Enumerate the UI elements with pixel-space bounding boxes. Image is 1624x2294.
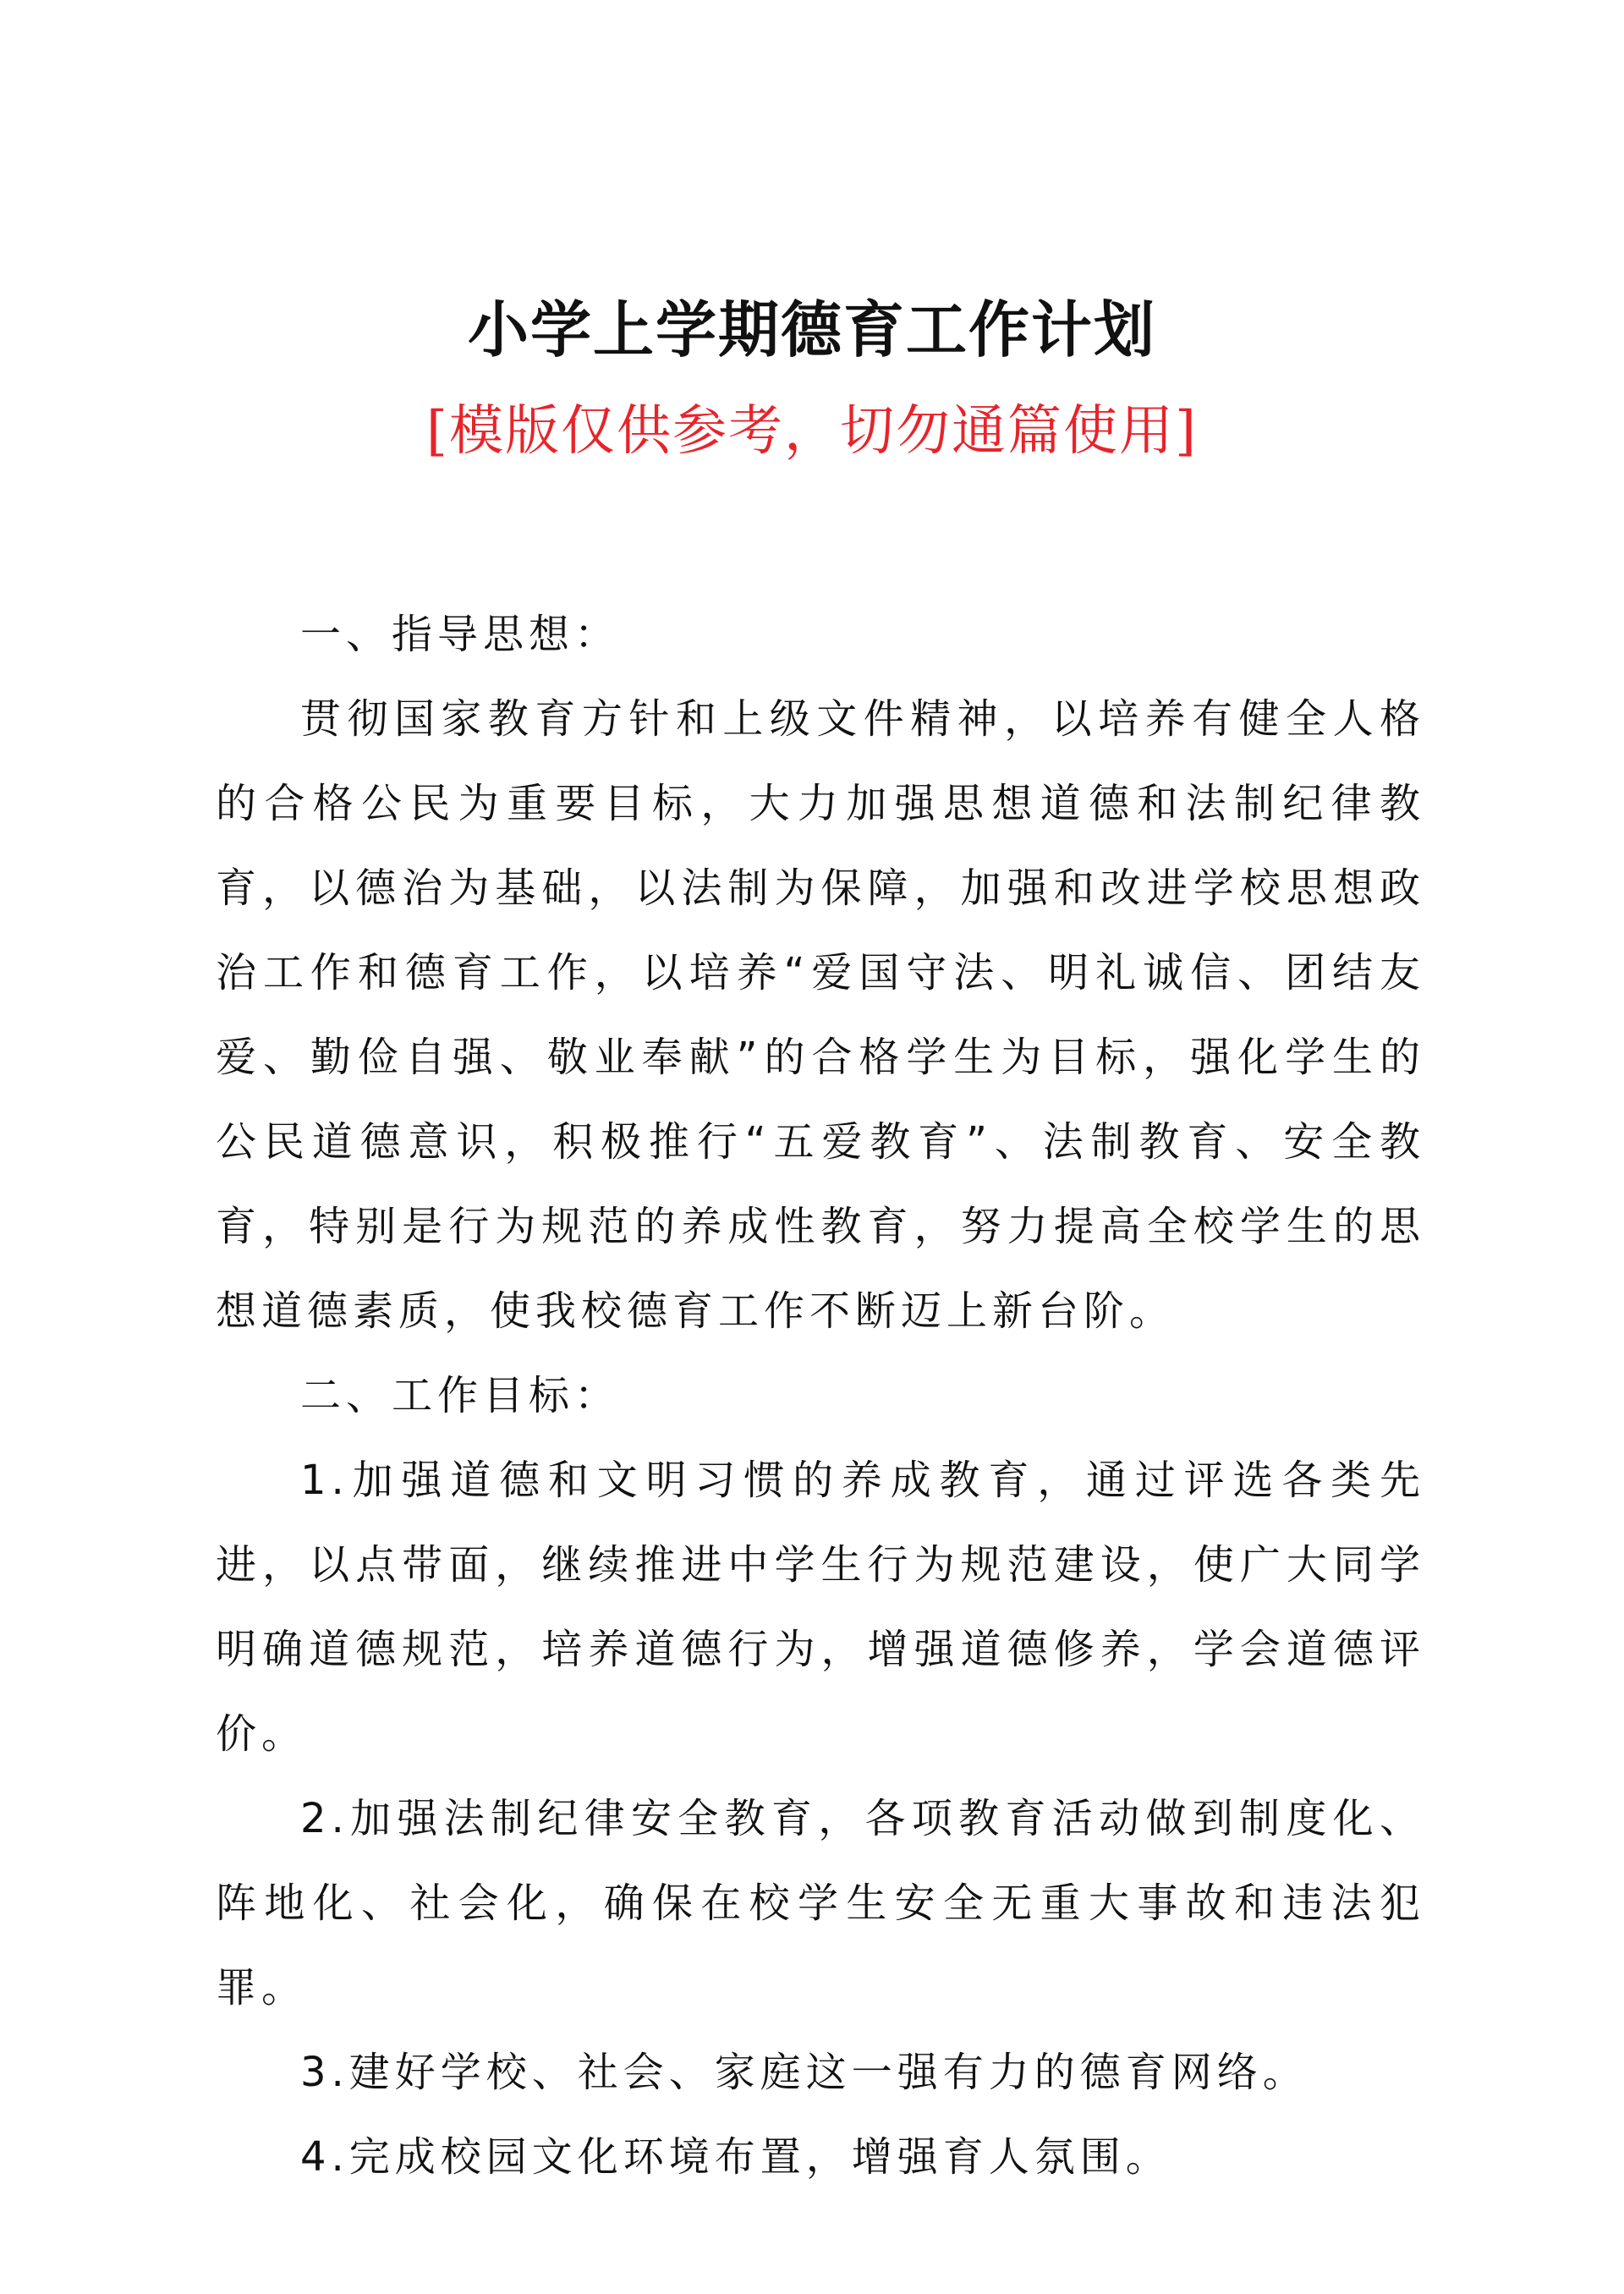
section-heading-work-goals: 二、工作目标： [300,1372,621,1419]
paragraph-goal-1: 1.加强道德和文明习惯的养成教育，通过评选各类先进，以点带面，继续推进中学生行为规范建设，使广大同学明确道德规范，培养道德行为，增强道德修养，学会道德评价。 [216,1457,1425,1758]
template-notice: [模版仅供参考，切勿通篇使用] [426,400,1198,463]
paragraph-goal-2: 2.加强法制纪律安全教育，各项教育活动做到制度化、阵地化、社会化，确保在校学生安全无重大事故和违法犯罪。 [216,1795,1425,2011]
paragraph-guiding-ideology: 贯彻国家教育方针和上级文件精神，以培养有健全人格的合格公民为重要目标，大力加强思想道德和法制纪律教育，以德治为基础，以法制为保障，加强和改进学校思想政治工作和德育工作，以培养“爱国守法、明礼诚信、团结友爱、勤俭自强、敬业奉献”的合格学生为目标，强化学生的公民道德意识，积极推行“五爱教育”、法制教育、安全教育，特别是行为规范的养成性教育，努力提高全校学生的思想道德素质，使我校德育工作不断迈上新台阶。 [216,695,1425,1335]
paragraph-goal-3: 3.建好学校、社会、家庭这一强有力的德育网络。 [300,2049,1309,2096]
document-body [216,592,1425,2199]
document-title: 小学上学期德育工作计划 [467,294,1156,365]
paragraph-goal-4: 4.完成校园文化环境布置，增强育人氛围。 [300,2133,1171,2181]
section-heading-guiding-ideology: 一、指导思想： [300,611,621,658]
